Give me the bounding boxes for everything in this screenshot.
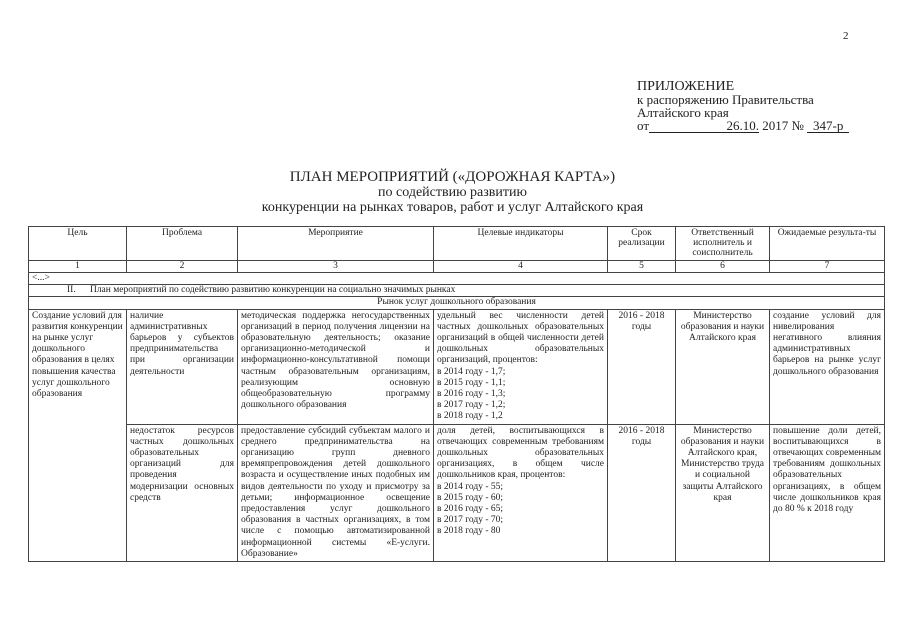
col-num-1: 1 xyxy=(29,261,127,273)
indicator-year: в 2015 году - 60; xyxy=(437,492,504,503)
appendix-line2: Алтайского края xyxy=(637,105,729,120)
title-line2: по содействию развитию xyxy=(378,185,527,200)
ellipsis-row xyxy=(29,273,885,285)
appendix-block xyxy=(637,80,849,133)
header-row xyxy=(29,227,885,261)
indicator-year: в 2015 году - 1,1; xyxy=(437,377,506,388)
appendix-date: 26.10. xyxy=(649,119,759,133)
measure-cell: предоставление субсидий субъектам малого и среднего предпринимательства на организацию групп дневного времяпрепровождения детей дошкольного возраста и осуществление иных подобных им видов деятельности по уходу и присмотру за детьми; информационное освещение предоставления услуг дошкольного образования в частных организациях, в том числе с помощью автоматизированной информационной системы «Е-услуги. Образование» xyxy=(238,424,434,561)
indicator-intro: доля детей, воспитывающихся в отвечающих современным требованиям дошкольных образовательных организациях, в общем числе дошкольников края, процентов: xyxy=(437,425,604,481)
header-responsible: Ответственный исполнитель и соисполнитель xyxy=(676,227,770,261)
indicator-year: в 2017 году - 70; xyxy=(437,515,504,526)
section-cell xyxy=(29,285,885,297)
result-cell: повышение доли детей, воспитывающихся в отвечающих современным требованиям дошкольных образовательных организациях, в общем числе дошкольников края до 80 % к 2018 году xyxy=(770,424,885,561)
indicator-intro: удельный вес численности детей частных дошкольных образовательных организаций в общей численности детей дошкольных образовательных организаций, процентов: xyxy=(437,310,604,366)
header-measure: Мероприятие xyxy=(238,227,434,261)
section-row xyxy=(29,285,885,297)
title-line3: конкуренции на рынках товаров, работ и услуг Алтайского края xyxy=(261,200,644,215)
indicator-cell xyxy=(434,424,608,561)
ellipsis-cell: <...> xyxy=(29,273,885,285)
responsible-primary: Министерство образования и науки Алтайского края, xyxy=(680,425,765,459)
indicator-year: в 2014 году - 1,7; xyxy=(437,366,506,377)
page-number: 2 xyxy=(843,30,849,42)
appendix-line1: к распоряжению Правительства xyxy=(637,92,814,107)
col-num-4: 4 xyxy=(434,261,608,273)
col-num-3: 3 xyxy=(238,261,434,273)
col-num-5: 5 xyxy=(608,261,676,273)
header-term: Срок реализации xyxy=(608,227,676,261)
appendix-from: от xyxy=(637,118,650,133)
measure-cell: методическая поддержка негосударственных организаций в период получения лицензии на образовательную деятельность; оказание организационно-методической и информационно-консультативной помощи частным образовательным организациям, реализующим основную общеобразовательную программу дошкольного образования xyxy=(238,309,434,424)
header-problem: Проблема xyxy=(127,227,238,261)
header-indicators: Целевые индикаторы xyxy=(434,227,608,261)
indicator-year: в 2017 году - 1,2; xyxy=(437,400,506,411)
appendix-date-line xyxy=(637,119,849,133)
appendix-title: ПРИЛОЖЕНИЕ xyxy=(637,79,735,94)
col-num-7: 7 xyxy=(770,261,885,273)
result-cell: создание условий для нивелирования негативного влияния административных барьеров на рынке услуг дошкольного образования xyxy=(770,309,885,424)
table-row xyxy=(29,309,885,424)
header-result: Ожидаемые результа-ты xyxy=(770,227,885,261)
appendix-number: 347-р xyxy=(807,119,849,133)
term-cell: 2016 - 2018 годы xyxy=(608,424,676,561)
problem-cell: недостаток ресурсов частных дошкольных образовательных организаций для проведения модернизации основных средств xyxy=(127,424,238,561)
col-num-2: 2 xyxy=(127,261,238,273)
col-num-6: 6 xyxy=(676,261,770,273)
section-number: II. xyxy=(67,285,76,296)
term-cell: 2016 - 2018 годы xyxy=(608,309,676,424)
market-row xyxy=(29,297,885,309)
indicator-year: в 2018 году - 1,2 xyxy=(437,411,503,422)
plan-table xyxy=(28,226,885,562)
indicator-year: в 2016 году - 65; xyxy=(437,504,504,515)
responsible-secondary: Министерство труда и социальной защиты Алтайского края xyxy=(680,459,765,503)
document-title xyxy=(0,170,905,215)
problem-cell: наличие административных барьеров у субъектов предпринимательства при организации деятельности xyxy=(127,309,238,424)
goal-cell: Создание условий для развития конкуренции на рынке услуг дошкольного образования в целях повышения качества услуг дошкольного образования xyxy=(29,309,127,561)
section-title: План мероприятий по содействию развитию конкуренции на социально значимых рынках xyxy=(89,285,456,296)
indicator-year: в 2018 году - 80 xyxy=(437,526,501,537)
header-goal: Цель xyxy=(29,227,127,261)
column-number-row xyxy=(29,261,885,273)
indicator-year: в 2016 году - 1,3; xyxy=(437,389,506,400)
title-main: ПЛАН МЕРОПРИЯТИЙ («ДОРОЖНАЯ КАРТА») xyxy=(289,169,616,185)
responsible-cell: Министерство образования и науки Алтайского края xyxy=(676,309,770,424)
table-row xyxy=(29,424,885,561)
indicator-cell xyxy=(434,309,608,424)
responsible-cell xyxy=(676,424,770,561)
market-title: Рынок услуг дошкольного образования xyxy=(29,297,885,309)
indicator-year: в 2014 году - 55; xyxy=(437,481,504,492)
appendix-year: 2017 № xyxy=(762,118,804,133)
